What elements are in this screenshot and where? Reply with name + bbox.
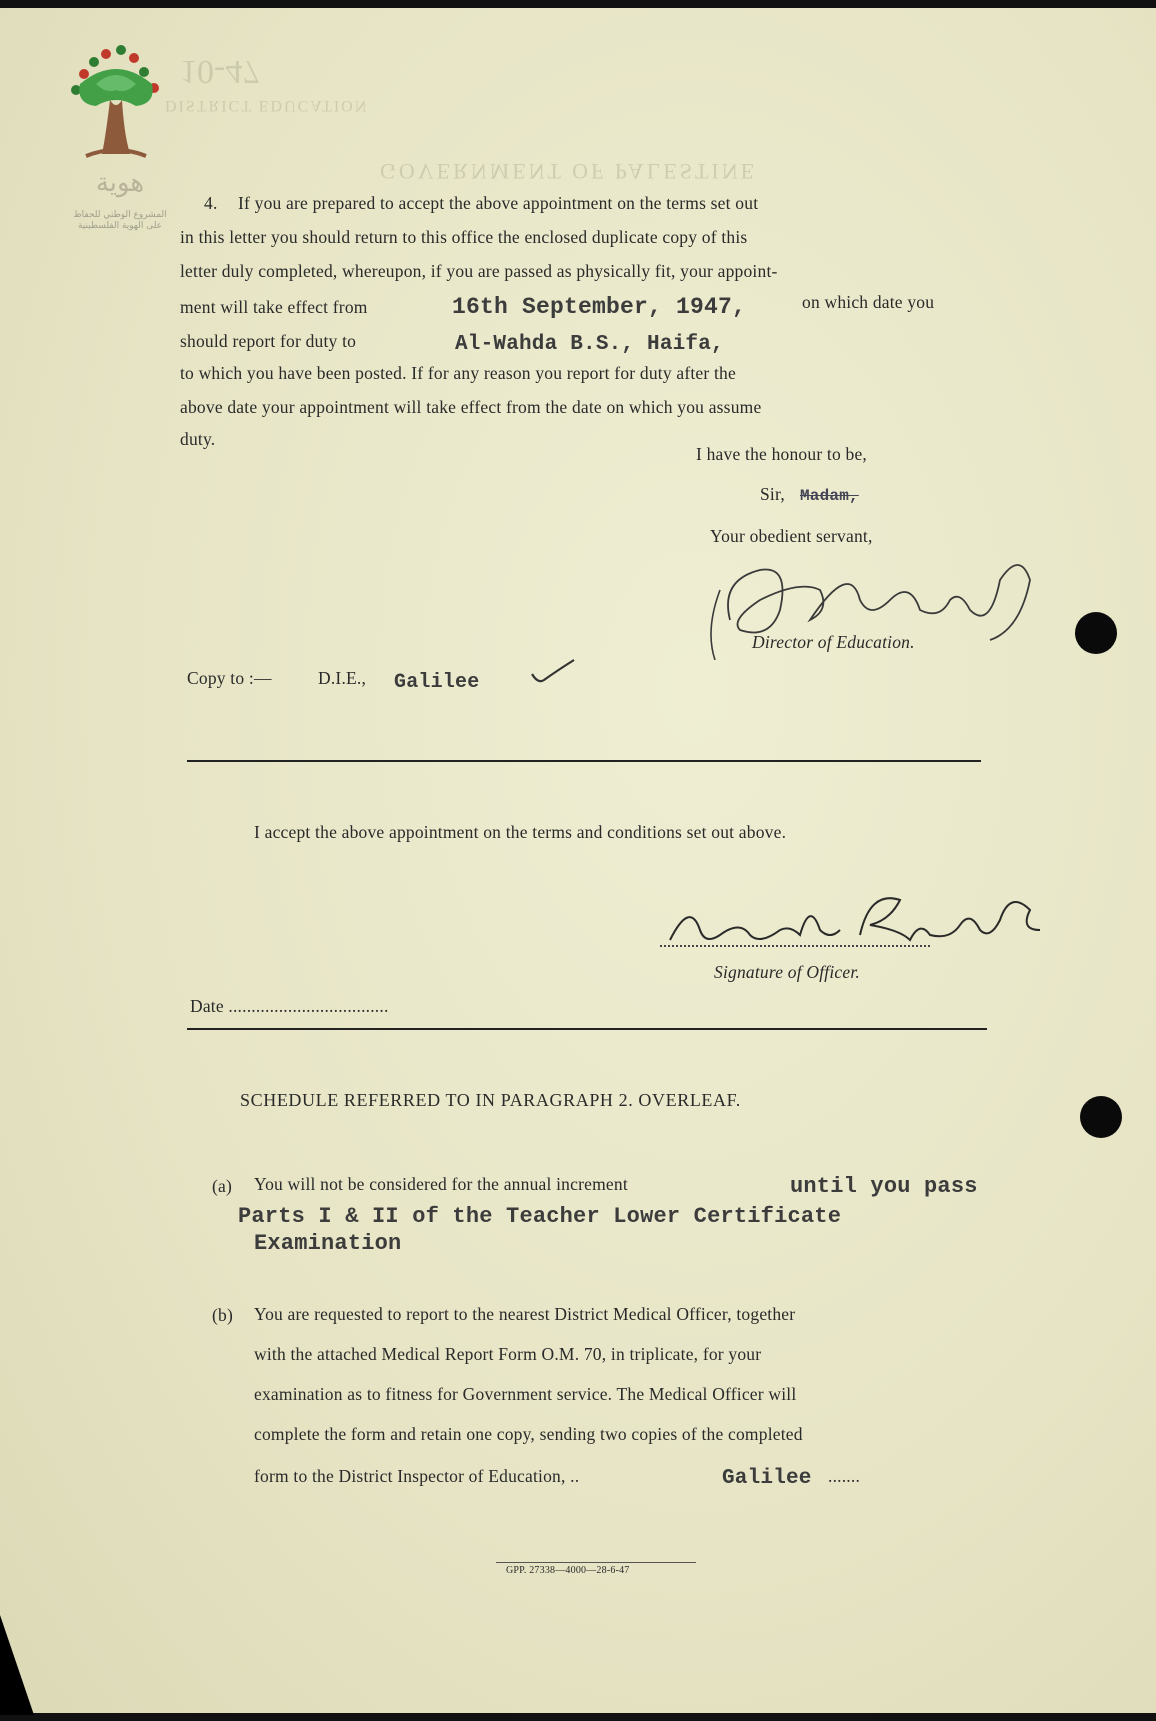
closing-servant: Your obedient servant, [710,526,873,546]
para4-line2: in this letter you should return to this office the enclosed duplicate copy of this [180,227,748,247]
closing-title: Director of Education. [752,632,915,652]
showthrough-stamp: DISTRICT EDUCATION [165,97,369,114]
checkmark-icon [528,658,578,688]
divider-rule-1 [187,760,981,762]
schedule-b-line5a: form to the District Inspector of Education, .. [254,1466,580,1486]
para4-line4a: ment will take effect from [180,297,368,317]
schedule-b-line3: examination as to fitness for Government service. The Medical Officer will [254,1384,797,1404]
scan-top-edge [0,0,1156,8]
para4-line1: If you are prepared to accept the above appointment on the terms set out [238,193,759,213]
copy-to-typed: Galilee [394,671,480,694]
schedule-a-typed2: Parts I & II of the Teacher Lower Certificate [238,1204,842,1229]
schedule-a-typed3: Examination [254,1231,402,1256]
para4-line8: duty. [180,429,216,449]
para4-line4b: on which date you [802,292,935,312]
para4-number: 4. [204,193,218,213]
schedule-b-line4: complete the form and retain one copy, sending two copies of the completed [254,1424,803,1444]
logo-caption-arabic: هوية [95,168,145,198]
para4-line6: to which you have been posted. If for any reason you report for duty after the [180,363,736,383]
schedule-heading: SCHEDULE REFERRED TO IN PARAGRAPH 2. OVERLEAF. [240,1090,741,1110]
signature-label: Signature of Officer. [714,962,860,982]
copy-to-label: Copy to :— [187,668,272,688]
acceptance-text: I accept the above appointment on the terms and conditions set out above. [254,822,787,842]
print-reference: GPP. 27338—4000—28-6-47 [506,1565,630,1576]
divider-rule-2 [187,1028,987,1030]
closing-honour: I have the honour to be, [696,444,867,464]
logo-caption-sub: المشروع الوطني للحفاظ على الهوية الفلسطينية [73,210,167,231]
schedule-b-line2: with the attached Medical Report Form O.M. 70, in triplicate, for your [254,1344,762,1364]
punch-hole-upper [1075,612,1117,654]
typed-posting: Al-Wahda B.S., Haifa, [455,333,724,356]
scan-bottom-edge [0,1713,1156,1721]
date-label: Date ................................... [190,996,389,1016]
officer-signature [660,880,1060,960]
schedule-a-label: (a) [212,1176,233,1196]
schedule-b-line5b: ....... [828,1466,861,1486]
schedule-b-typed: Galilee [722,1467,812,1490]
closing-salutation: Sir, [760,484,785,504]
schedule-a-text: You will not be considered for the annual increment [254,1174,628,1194]
showthrough-header: GOVERNMENT OF PALESTINE [380,159,758,184]
scan-corner [0,1615,34,1715]
schedule-a-typed1: until you pass [790,1174,978,1199]
signature-dotted-line [660,945,930,947]
para4-line5a: should report for duty to [180,331,357,351]
showthrough-number: 10-47 [180,53,260,90]
schedule-b-line1: You are requested to report to the nearest District Medical Officer, together [254,1304,796,1324]
typed-effective-date: 16th September, 1947, [452,294,747,320]
punch-hole-lower [1080,1096,1122,1138]
schedule-b-label: (b) [212,1305,234,1325]
para4-line3: letter duly completed, whereupon, if you are passed as physically fit, your appoint- [180,261,778,281]
copy-to-value: D.I.E., [318,668,367,688]
closing-madam-struck: Madam, [800,487,859,505]
para4-line7: above date your appointment will take effect from the date on which you assume [180,397,762,417]
